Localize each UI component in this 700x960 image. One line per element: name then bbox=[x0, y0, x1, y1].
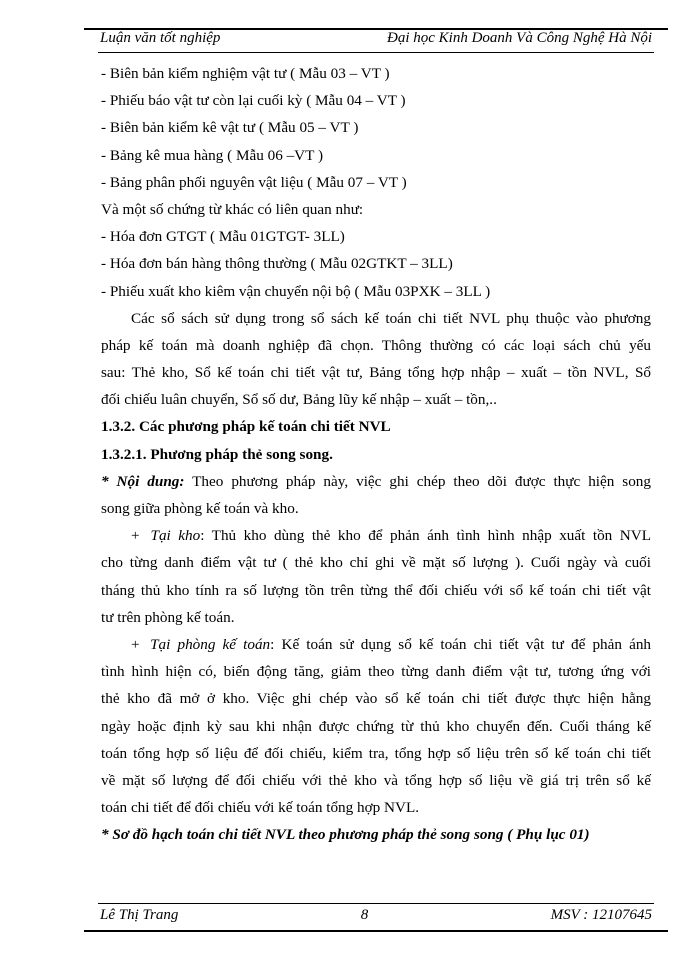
section-heading: 1.3.2. Các phương pháp kế toán chi tiết NVL bbox=[101, 418, 391, 436]
content-paragraph-line bbox=[101, 468, 651, 495]
page-footer bbox=[100, 907, 652, 929]
paragraph-line: đối chiếu luân chuyển, Sổ số dư, Bảng lũy kế nhập – xuất – tồn,.. bbox=[101, 391, 497, 409]
tai-phong-ke-toan-text: : Kế toán sử dụng sổ kế toán chi tiết vật tư để phản ánh bbox=[270, 635, 652, 653]
list-item: - Hóa đơn bán hàng thông thường ( Mẫu 02GTKT – 3LL) bbox=[101, 255, 453, 273]
intro-other-documents: Và một số chứng từ khác có liên quan như: bbox=[101, 200, 364, 218]
paragraph-line: về mặt số lượng để đối chiếu với thẻ kho và tổng hợp số liệu về giá trị trên sổ kế bbox=[101, 771, 651, 789]
diagram-reference: * Sơ đồ hạch toán chi tiết NVL theo phương pháp thẻ song song ( Phụ lục 01) bbox=[101, 826, 590, 844]
paragraph-line: tư trên phòng kế toán. bbox=[101, 608, 235, 626]
footer-author: Lê Thị Trang bbox=[100, 907, 179, 923]
header-university: Đại học Kinh Doanh Và Công Nghệ Hà Nội bbox=[387, 30, 652, 46]
header-thesis-label: Luận văn tốt nghiệp bbox=[100, 30, 221, 46]
paragraph-line: ngày hoặc định kỳ sau khi nhận được chứng từ thủ kho chuyển đến. Cuối tháng kế bbox=[101, 717, 651, 735]
plus-bullet: + bbox=[131, 635, 140, 653]
list-item: - Bảng kê mua hàng ( Mẫu 06 –VT ) bbox=[101, 146, 323, 164]
footer-student-id: MSV : 12107645 bbox=[550, 907, 652, 923]
tai-phong-ke-toan-label: Tại phòng kế toán bbox=[150, 635, 271, 653]
paragraph-line: tháng thủ kho tính ra số lượng tồn trên từng thể đối chiếu với sổ kế toán chi tiết vật bbox=[101, 581, 651, 599]
paragraph-line: toán tổng hợp số liệu để đối chiếu, kiểm tra, tổng hợp số liệu trên sổ kế toán chi tiết bbox=[101, 744, 651, 762]
footer-rule bbox=[98, 903, 654, 904]
paragraph-line: cho từng danh điểm vật tư ( thẻ kho chỉ ghi về mặt số lượng ). Cuối ngày và cuối bbox=[101, 554, 651, 572]
noidung-label: * Nội dung: bbox=[101, 472, 185, 490]
paragraph-line: sau: Thẻ kho, Sổ kế toán chi tiết vật tư, Bảng tổng hợp nhập – xuất – tồn NVL, Sổ bbox=[101, 364, 651, 382]
list-item: - Biên bản kiểm kê vật tư ( Mẫu 05 – VT ) bbox=[101, 119, 359, 137]
paragraph-line: Các sổ sách sử dụng trong sổ sách kế toán chi tiết NVL phụ thuộc vào phương bbox=[131, 309, 651, 327]
list-item: - Phiếu báo vật tư còn lại cuối kỳ ( Mẫu 04 – VT ) bbox=[101, 92, 406, 110]
page-content bbox=[101, 60, 651, 848]
tai-kho-line bbox=[101, 522, 651, 549]
paragraph-line: toán chi tiết để đối chiếu với kế toán tổng hợp NVL. bbox=[101, 799, 420, 817]
page-number: 8 bbox=[360, 907, 369, 923]
tai-kho-label: Tại kho bbox=[150, 527, 201, 545]
paragraph-line: tình hình hiện có, biến động tăng, giảm theo từng danh điểm vật tư, tương ứng với bbox=[101, 663, 651, 681]
tai-kho-text: : Thủ kho dùng thẻ kho để phản ánh tình hình nhập xuất tồn NVL bbox=[200, 527, 651, 545]
list-item: - Phiếu xuất kho kiêm vận chuyển nội bộ ( Mẫu 03PXK – 3LL ) bbox=[101, 282, 491, 300]
list-item: - Bảng phân phối nguyên vật liệu ( Mẫu 07 – VT ) bbox=[101, 173, 407, 191]
paragraph-line: song giữa phòng kế toán và kho. bbox=[101, 500, 299, 517]
header-rule bbox=[98, 52, 654, 53]
paragraph-line: pháp kế toán mà doanh nghiệp đã chọn. Thông thường có các loại sách chủ yếu bbox=[101, 336, 651, 354]
page-header bbox=[100, 30, 652, 52]
noidung-text: Theo phương pháp này, việc ghi chép theo dõi được thực hiện song bbox=[184, 472, 651, 490]
tai-phong-ke-toan-line bbox=[101, 631, 651, 658]
list-item: - Hóa đơn GTGT ( Mẫu 01GTGT- 3LL) bbox=[101, 228, 345, 246]
list-item: - Biên bản kiểm nghiệm vật tư ( Mẫu 03 – VT ) bbox=[101, 65, 390, 82]
subsection-heading: 1.3.2.1. Phương pháp thẻ song song. bbox=[101, 445, 333, 463]
paragraph-line: thẻ kho đã mở ở kho. Việc ghi chép vào sổ kế toán chi tiết được thực hiện hằng bbox=[101, 690, 651, 708]
plus-bullet: + bbox=[131, 527, 140, 545]
